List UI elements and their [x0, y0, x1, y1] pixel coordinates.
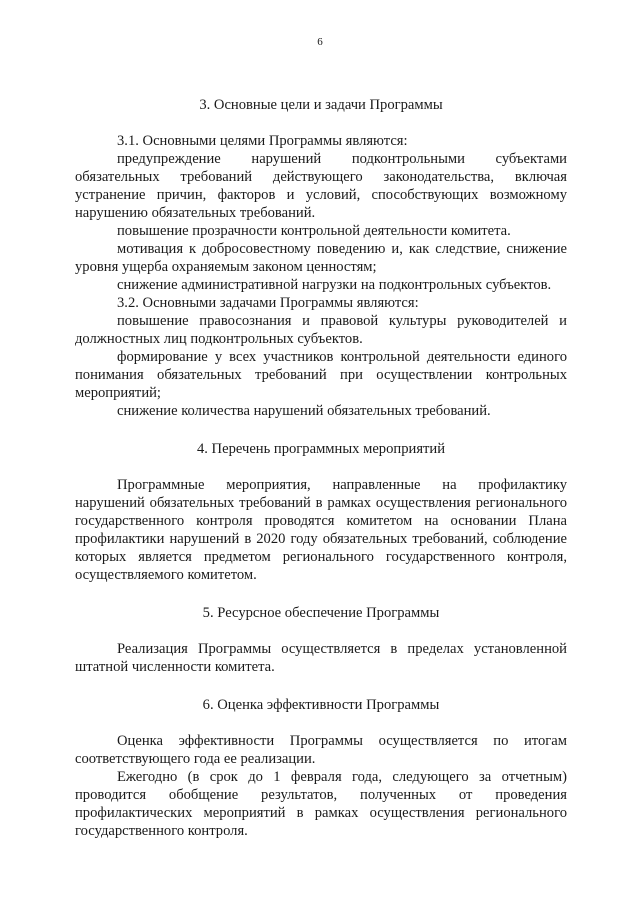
paragraph: повышение прозрачности контрольной деятельности комитета. [117, 223, 511, 239]
paragraph: Реализация Программы осуществляется в пределах установленной штатной численности комитета. [75, 641, 567, 675]
paragraph: 3.1. Основными целями Программы являются: [117, 133, 408, 149]
section-5-heading: 5. Ресурсное обеспечение Программы [202, 605, 440, 621]
section-3-heading: 3. Основные цели и задачи Программы [199, 97, 443, 113]
paragraph: мотивация к добросовестному поведению и, как следствие, снижение уровня ущерба охраняемым законом ценностям; [75, 241, 567, 275]
paragraph: формирование у всех участников контрольной деятельности единого понимания обязательных требований при осуществлении контрольных мероприятий; [75, 349, 567, 401]
page-number: 6 [317, 36, 323, 48]
paragraph: снижение административной нагрузки на подконтрольных субъектов. [117, 277, 552, 293]
paragraph: Оценка эффективности Программы осуществляется по итогам соответствующего года ее реализации. [75, 733, 567, 767]
document-body [75, 96, 567, 840]
paragraph: Программные мероприятия, направленные на профилактику нарушений обязательных требований в рамках осуществления регионального государственного контроля проводятся комитетом на основании Плана профилактики нарушений в 2020 году обязательных требований, соблюдение которых является предметом регионального государственного контроля, осуществляемого комитетом. [75, 477, 567, 583]
paragraph: Ежегодно (в срок до 1 февраля года, следующего за отчетным) проводится обобщение результатов, полученных от проведения профилактических мероприятий в рамках осуществления регионального государственного контроля. [75, 769, 567, 839]
section-6-heading: 6. Оценка эффективности Программы [202, 697, 440, 713]
paragraph: 3.2. Основными задачами Программы являются: [117, 295, 419, 311]
paragraph: снижение количества нарушений обязательных требований. [117, 403, 491, 419]
section-4-heading: 4. Перечень программных мероприятий [196, 441, 446, 457]
paragraph: повышение правосознания и правовой культуры руководителей и должностных лиц подконтрольных субъектов. [75, 313, 567, 347]
paragraph: предупреждение нарушений подконтрольными субъектами обязательных требований действующего законодательства, включая устранение причин, факторов и условий, способствующих возможному нарушению обязательных требований. [75, 151, 567, 221]
